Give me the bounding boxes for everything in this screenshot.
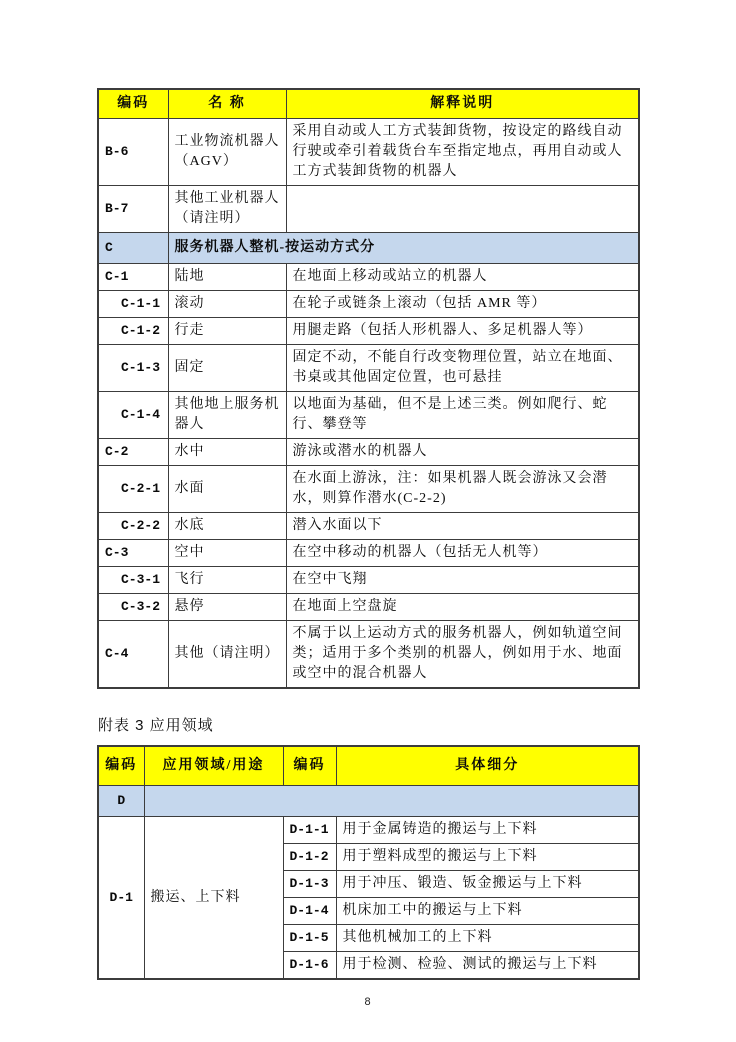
column-header-code: 编码 (98, 746, 144, 786)
row-name: 其他地上服务机器人 (168, 392, 286, 439)
table-header-row (98, 746, 639, 786)
row-subdivision: 其他机械加工的上下料 (336, 925, 639, 952)
row-name: 滚动 (168, 291, 286, 318)
row-subdivision: 用于金属铸造的搬运与上下料 (336, 817, 639, 844)
row-code: C-4 (98, 621, 168, 689)
row-code: D (98, 786, 144, 817)
row-explanation: 游泳或潜水的机器人 (286, 439, 639, 466)
application-table-body (98, 786, 639, 980)
row-code: D-1-1 (283, 817, 336, 844)
table-row-B-7 (98, 186, 639, 233)
table-row-C-1-1 (98, 291, 639, 318)
table-row-C-3-1 (98, 567, 639, 594)
row-explanation: 在空中移动的机器人（包括无人机等） (286, 540, 639, 567)
row-code: C-1-4 (98, 392, 168, 439)
row-code: D-1-6 (283, 952, 336, 980)
column-header-application: 应用领域/用途 (144, 746, 283, 786)
row-explanation: 在地面上移动或站立的机器人 (286, 264, 639, 291)
column-header-explanation: 解释说明 (286, 89, 639, 119)
classification-table-body (98, 119, 639, 689)
row-subdivision: 用于塑料成型的搬运与上下料 (336, 844, 639, 871)
row-code: C-1-2 (98, 318, 168, 345)
row-code: B-7 (98, 186, 168, 233)
section-row-D (98, 786, 639, 817)
row-explanation: 不属于以上运动方式的服务机器人，例如轨道空间类；适用于多个类别的机器人，例如用于水、地面或空中的混合机器人 (286, 621, 639, 689)
row-name: 飞行 (168, 567, 286, 594)
row-subdivision: 用于冲压、锻造、钣金搬运与上下料 (336, 871, 639, 898)
row-code: C-2-1 (98, 466, 168, 513)
table-row-C-2-1 (98, 466, 639, 513)
table-row-C-1-3 (98, 345, 639, 392)
row-name: 水面 (168, 466, 286, 513)
row-subdivision: 用于检测、检验、测试的搬运与上下料 (336, 952, 639, 980)
row-code: C-1 (98, 264, 168, 291)
row-explanation: 用腿走路（包括人形机器人、多足机器人等） (286, 318, 639, 345)
row-code: C-1-1 (98, 291, 168, 318)
table-row-C-3 (98, 540, 639, 567)
section-title: 服务机器人整机-按运动方式分 (168, 233, 639, 264)
group-name: 搬运、上下料 (144, 817, 283, 980)
row-explanation (286, 186, 639, 233)
table-row-C-1 (98, 264, 639, 291)
row-explanation: 固定不动，不能自行改变物理位置，站立在地面、书桌或其他固定位置，也可悬挂 (286, 345, 639, 392)
column-header-subcode: 编码 (283, 746, 336, 786)
table-row-C-4 (98, 621, 639, 689)
robot-classification-table (97, 88, 640, 689)
row-explanation: 在空中飞翔 (286, 567, 639, 594)
row-name: 水中 (168, 439, 286, 466)
table-row-C-1-2 (98, 318, 639, 345)
table-row-D-1-1 (98, 817, 639, 844)
row-explanation: 在地面上空盘旋 (286, 594, 639, 621)
page-number: 8 (364, 996, 371, 1008)
row-subdivision: 机床加工中的搬运与上下料 (336, 898, 639, 925)
row-code: B-6 (98, 119, 168, 186)
column-header-name: 名 称 (168, 89, 286, 119)
row-explanation: 在轮子或链条上滚动（包括 AMR 等） (286, 291, 639, 318)
row-code: C-1-3 (98, 345, 168, 392)
row-name: 其他工业机器人（请注明） (168, 186, 286, 233)
row-explanation: 潜入水面以下 (286, 513, 639, 540)
column-header-subdivision: 具体细分 (336, 746, 639, 786)
section-row-C (98, 233, 639, 264)
row-explanation: 在水面上游泳，注：如果机器人既会游泳又会潜水，则算作潜水(C-2-2) (286, 466, 639, 513)
row-name: 行走 (168, 318, 286, 345)
row-name: 空中 (168, 540, 286, 567)
row-name: 工业物流机器人（AGV） (168, 119, 286, 186)
row-code: C (98, 233, 168, 264)
table-row-C-3-2 (98, 594, 639, 621)
row-name: 固定 (168, 345, 286, 392)
row-code: D-1-3 (283, 871, 336, 898)
table-row-C-2 (98, 439, 639, 466)
row-explanation: 采用自动或人工方式装卸货物，按设定的路线自动行驶或牵引着载货台车至指定地点，再用自动或人工方式装卸货物的机器人 (286, 119, 639, 186)
row-name: 陆地 (168, 264, 286, 291)
row-code: C-3 (98, 540, 168, 567)
application-domain-table (97, 745, 640, 980)
column-header-code: 编码 (98, 89, 168, 119)
table-row-C-1-4 (98, 392, 639, 439)
row-code: D-1-2 (283, 844, 336, 871)
row-code: C-3-2 (98, 594, 168, 621)
row-explanation: 以地面为基础，但不是上述三类。例如爬行、蛇行、攀登等 (286, 392, 639, 439)
row-code: D-1-5 (283, 925, 336, 952)
table-row-C-2-2 (98, 513, 639, 540)
section-empty-cell (144, 786, 639, 817)
row-name: 其他（请注明） (168, 621, 286, 689)
row-code: C-2-2 (98, 513, 168, 540)
row-code: D-1-4 (283, 898, 336, 925)
row-name: 水底 (168, 513, 286, 540)
table-row-B-6 (98, 119, 639, 186)
row-code: C-2 (98, 439, 168, 466)
group-code: D-1 (98, 817, 144, 980)
row-name: 悬停 (168, 594, 286, 621)
row-code: C-3-1 (98, 567, 168, 594)
table3-caption: 附表 3 应用领域 (98, 717, 214, 734)
table-header-row (98, 89, 639, 119)
